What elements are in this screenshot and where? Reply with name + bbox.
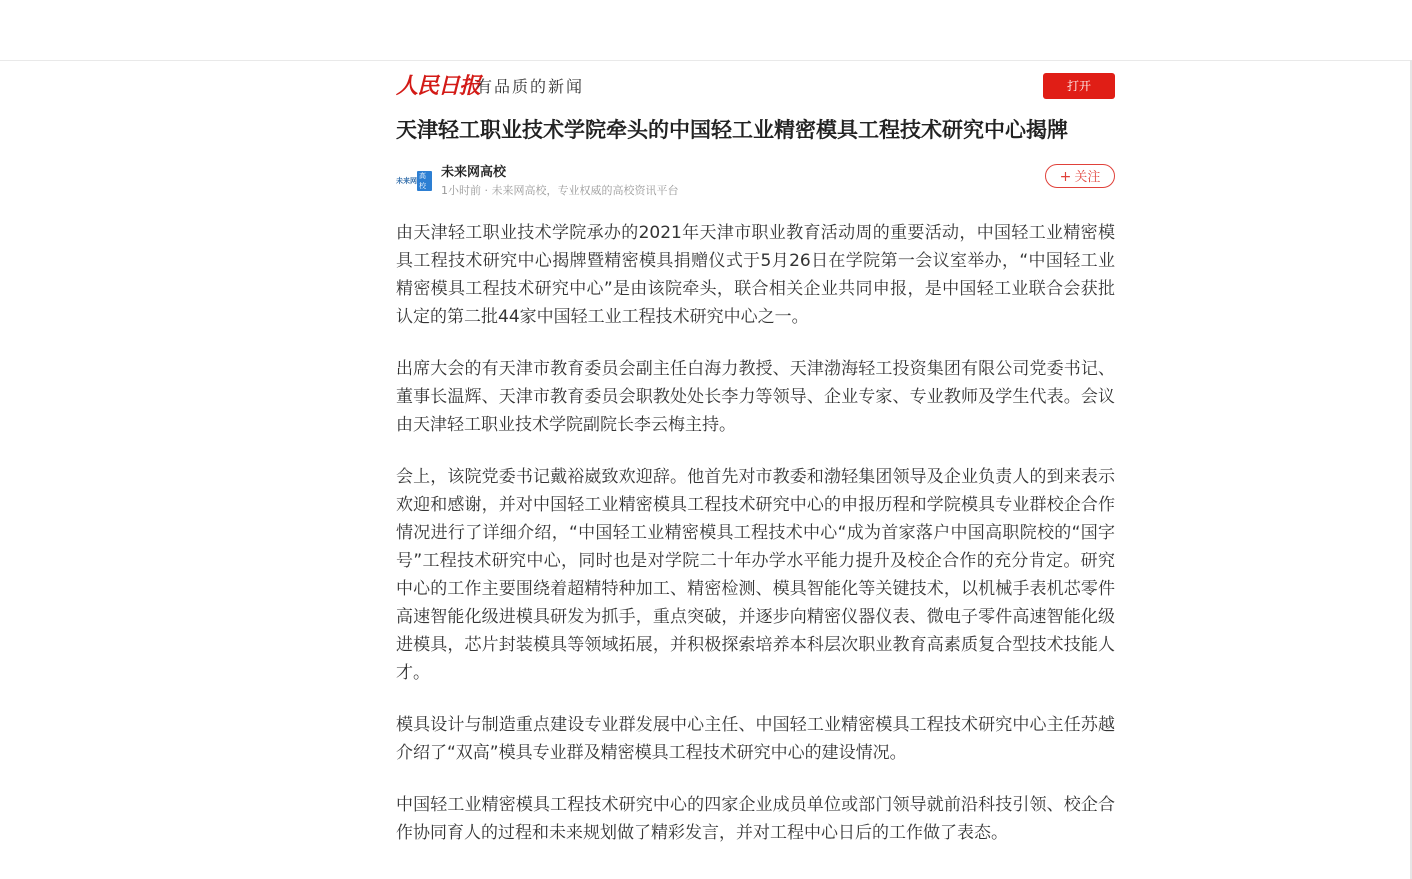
follow-button[interactable] xyxy=(1045,164,1115,188)
article-paragraph: 会上，该院党委书记戴裕崴致欢迎辞。他首先对市教委和渤轻集团领导及企业负责人的到来表示欢迎和感谢，并对中国轻工业精密模具工程技术研究中心的申报历程和学院模具专业群校企合作情况进行了详细介绍，“中国轻工业精密模具工程技术中心“成为首家落户中国高职院校的“国字号”工程技术研究中心，同时也是对学院二十年办学水平能力提升及校企合作的充分肯定。研究中心的工作主要围绕着超精特种加工、精密检测、模具智能化等关键技术，以机械手表机芯零件高速智能化级进模具研发为抓手，重点突破，并逐步向精密仪器仪表、微电子零件高速智能化级进模具，芯片封装模具等领域拓展，并积极探索培养本科层次职业教育高素质复合型技术技能人才。 xyxy=(396,467,1115,683)
avatar-logo-tag: 高校 xyxy=(417,171,432,191)
article-paragraph: 中国轻工业精密模具工程技术研究中心的四家企业成员单位或部门领导就前沿科技引领、校企合作协同育人的过程和未来规划做了精彩发言，并对工程中心日后的工作做了表态。 xyxy=(396,795,1115,843)
author-meta: 1小时前 · 未来网高校，专业权威的高校资讯平台 xyxy=(441,184,679,197)
follow-label: 关注 xyxy=(1074,170,1101,185)
article-title: 天津轻工职业技术学院牵头的中国轻工业精密模具工程技术研究中心揭牌 xyxy=(396,118,1068,142)
author-name[interactable]: 未来网高校 xyxy=(441,165,507,180)
article-body xyxy=(396,219,1115,847)
peoples-daily-logo[interactable]: 人民日报 xyxy=(396,73,481,99)
article-paragraph: 由天津轻工职业技术学院承办的2021年天津市职业教育活动周的重要活动，中国轻工业精密模具工程技术研究中心揭牌暨精密模具捐赠仪式于5月26日在学院第一会议室举办，“中国轻工业精密模具工程技术研究中心”是由该院牵头，联合相关企业共同申报，是中国轻工业联合会获批认定的第二批44家中国轻工业工程技术研究中心之一。 xyxy=(396,223,1115,327)
plus-icon: + xyxy=(1059,169,1072,185)
article-paragraph: 模具设计与制造重点建设专业群发展中心主任、中国轻工业精密模具工程技术研究中心主任苏越介绍了“双高”模具专业群及精密模具工程技术研究中心的建设情况。 xyxy=(396,715,1115,763)
author-bar xyxy=(396,164,1115,204)
brand-header xyxy=(396,72,1115,100)
article-column xyxy=(396,72,1115,871)
article-paragraph: 出席大会的有天津市教育委员会副主任白海力教授、天津渤海轻工投资集团有限公司党委书记、董事长温辉、天津市教育委员会职教处处长李力等领导、企业专家、专业教师及学生代表。会议由天津轻工职业技术学院副院长李云梅主持。 xyxy=(396,359,1115,435)
top-bar xyxy=(0,0,1412,61)
avatar[interactable] xyxy=(396,171,432,191)
brand-slogan: 有品质的新闻 xyxy=(476,77,585,96)
open-app-button[interactable]: 打开 xyxy=(1043,73,1115,99)
avatar-logo-text: 未来网 xyxy=(396,177,417,185)
